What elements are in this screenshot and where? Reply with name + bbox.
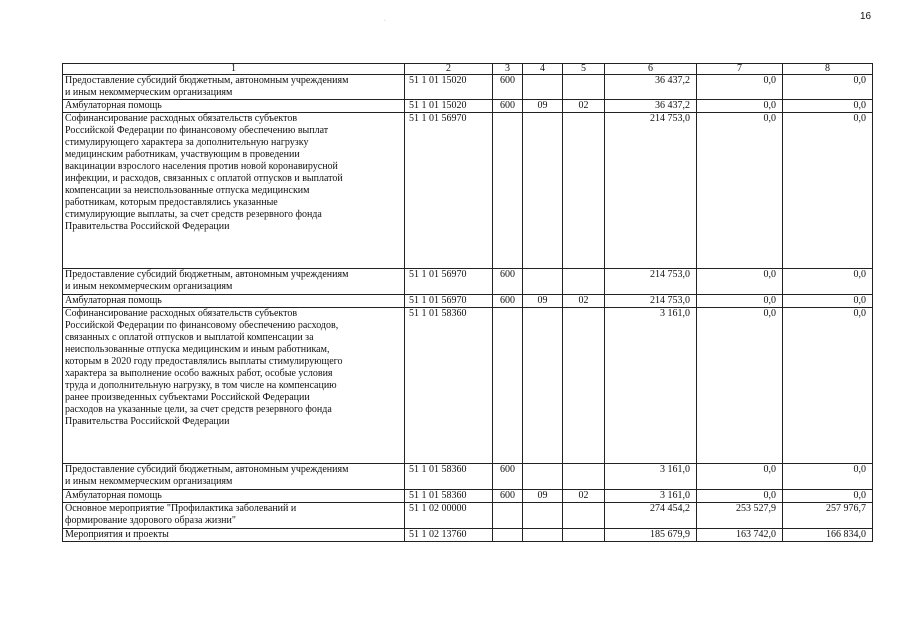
subsection-cell bbox=[563, 503, 605, 529]
amount-col7-cell: 0,0 bbox=[697, 464, 783, 490]
header-cell: 1 bbox=[63, 64, 405, 75]
row-name-cell: Амбулаторная помощь bbox=[63, 100, 405, 113]
table-row bbox=[63, 75, 873, 100]
amount-col6-cell: 3 161,0 bbox=[605, 308, 697, 464]
amount-col6-cell: 36 437,2 bbox=[605, 75, 697, 100]
amount-col6-cell: 3 161,0 bbox=[605, 464, 697, 490]
subsection-cell bbox=[563, 529, 605, 542]
subsection-cell: 02 bbox=[563, 295, 605, 308]
header-row bbox=[63, 64, 873, 75]
header-cell: 6 bbox=[605, 64, 697, 75]
amount-col7-cell: 0,0 bbox=[697, 308, 783, 464]
row-name-cell: Предоставление субсидий бюджетным, автономным учреждениям и иным некоммерческим организациям bbox=[63, 75, 405, 100]
header-cell: 3 bbox=[493, 64, 523, 75]
kbk-code-cell: 51 1 01 15020 bbox=[405, 75, 493, 100]
amount-col7-cell: 163 742,0 bbox=[697, 529, 783, 542]
amount-col7-cell: 0,0 bbox=[697, 269, 783, 295]
row-name-cell: Предоставление субсидий бюджетным, автономным учреждениям и иным некоммерческим организациям bbox=[63, 464, 405, 490]
section-cell bbox=[523, 269, 563, 295]
amount-col8-cell: 0,0 bbox=[783, 308, 873, 464]
vr-cell bbox=[493, 529, 523, 542]
subsection-cell bbox=[563, 269, 605, 295]
kbk-code-cell: 51 1 01 56970 bbox=[405, 113, 493, 269]
subsection-cell bbox=[563, 464, 605, 490]
kbk-code-cell: 51 1 01 58360 bbox=[405, 490, 493, 503]
kbk-code-cell: 51 1 01 56970 bbox=[405, 269, 493, 295]
section-cell: 09 bbox=[523, 100, 563, 113]
section-cell bbox=[523, 308, 563, 464]
subsection-cell: 02 bbox=[563, 490, 605, 503]
subsection-cell bbox=[563, 113, 605, 269]
amount-col8-cell: 0,0 bbox=[783, 100, 873, 113]
amount-col6-cell: 214 753,0 bbox=[605, 113, 697, 269]
amount-col7-cell: 253 527,9 bbox=[697, 503, 783, 529]
row-name-cell: Софинансирование расходных обязательств субъектов Российской Федерации по финансовому обеспечению расходов, связанных с оплатой отпусков и выплатой компенсации за неиспользованные отпуска медицинским и иным работникам, которым в 2020 году предоставлялись выплаты стимулирующего характера за выполнение особо важных работ, особые условия труда и дополнительную нагрузку, в том числе на компенсацию ранее произведенных субъектами Российской Федерации расходов на указанные цели, за счет средств резервного фонда Правительства Российской Федерации bbox=[63, 308, 405, 464]
row-name-cell: Мероприятия и проекты bbox=[63, 529, 405, 542]
amount-col7-cell: 0,0 bbox=[697, 100, 783, 113]
subsection-cell: 02 bbox=[563, 100, 605, 113]
table-row bbox=[63, 113, 873, 269]
row-name-cell: Основное мероприятие "Профилактика заболеваний и формирование здорового образа жизни" bbox=[63, 503, 405, 529]
row-name-cell: Амбулаторная помощь bbox=[63, 490, 405, 503]
vr-cell: 600 bbox=[493, 269, 523, 295]
kbk-code-cell: 51 1 02 13760 bbox=[405, 529, 493, 542]
header-cell: 7 bbox=[697, 64, 783, 75]
amount-col7-cell: 0,0 bbox=[697, 490, 783, 503]
vr-cell: 600 bbox=[493, 490, 523, 503]
table-row bbox=[63, 464, 873, 490]
table-row bbox=[63, 490, 873, 503]
section-cell bbox=[523, 113, 563, 269]
amount-col7-cell: 0,0 bbox=[697, 75, 783, 100]
amount-col8-cell: 0,0 bbox=[783, 295, 873, 308]
header-cell: 8 bbox=[783, 64, 873, 75]
subsection-cell bbox=[563, 308, 605, 464]
kbk-code-cell: 51 1 02 00000 bbox=[405, 503, 493, 529]
page-number: 16 bbox=[860, 11, 872, 22]
amount-col8-cell: 0,0 bbox=[783, 269, 873, 295]
kbk-code-cell: 51 1 01 56970 bbox=[405, 295, 493, 308]
vr-cell: 600 bbox=[493, 100, 523, 113]
header-cell: 2 bbox=[405, 64, 493, 75]
amount-col6-cell: 214 753,0 bbox=[605, 269, 697, 295]
table-row bbox=[63, 295, 873, 308]
amount-col8-cell: 0,0 bbox=[783, 464, 873, 490]
section-cell bbox=[523, 529, 563, 542]
section-cell: 09 bbox=[523, 490, 563, 503]
section-cell: 09 bbox=[523, 295, 563, 308]
section-cell bbox=[523, 75, 563, 100]
amount-col6-cell: 185 679,9 bbox=[605, 529, 697, 542]
vr-cell: 600 bbox=[493, 464, 523, 490]
amount-col8-cell: 0,0 bbox=[783, 113, 873, 269]
header-cell: 5 bbox=[563, 64, 605, 75]
vr-cell bbox=[493, 503, 523, 529]
amount-col6-cell: 214 753,0 bbox=[605, 295, 697, 308]
kbk-code-cell: 51 1 01 58360 bbox=[405, 464, 493, 490]
row-name-cell: Софинансирование расходных обязательств субъектов Российской Федерации по финансовому обеспечению выплат стимулирующего характера за дополнительную нагрузку медицинским работникам, участвующим в проведении вакцинации взрослого населения против новой коронавирусной инфекции, и расходов, связанных с оплатой отпусков и выплатой компенсации за неиспользованные отпуска медицинским работникам, которым предоставлялись указанные стимулирующие выплаты, за счет средств резервного фонда Правительства Российской Федерации bbox=[63, 113, 405, 269]
table-row bbox=[63, 100, 873, 113]
header-cell: 4 bbox=[523, 64, 563, 75]
amount-col8-cell: 0,0 bbox=[783, 490, 873, 503]
section-cell bbox=[523, 464, 563, 490]
amount-col8-cell: 0,0 bbox=[783, 75, 873, 100]
amount-col6-cell: 3 161,0 bbox=[605, 490, 697, 503]
vr-cell bbox=[493, 308, 523, 464]
vr-cell bbox=[493, 113, 523, 269]
scan-mark: · bbox=[384, 18, 386, 24]
table-row bbox=[63, 529, 873, 542]
amount-col6-cell: 274 454,2 bbox=[605, 503, 697, 529]
amount-col8-cell: 166 834,0 bbox=[783, 529, 873, 542]
table-row bbox=[63, 503, 873, 529]
vr-cell: 600 bbox=[493, 75, 523, 100]
amount-col7-cell: 0,0 bbox=[697, 113, 783, 269]
table-row bbox=[63, 269, 873, 295]
table-row bbox=[63, 308, 873, 464]
row-name-cell: Амбулаторная помощь bbox=[63, 295, 405, 308]
vr-cell: 600 bbox=[493, 295, 523, 308]
budget-table bbox=[62, 63, 873, 542]
amount-col8-cell: 257 976,7 bbox=[783, 503, 873, 529]
kbk-code-cell: 51 1 01 15020 bbox=[405, 100, 493, 113]
amount-col7-cell: 0,0 bbox=[697, 295, 783, 308]
section-cell bbox=[523, 503, 563, 529]
amount-col6-cell: 36 437,2 bbox=[605, 100, 697, 113]
kbk-code-cell: 51 1 01 58360 bbox=[405, 308, 493, 464]
row-name-cell: Предоставление субсидий бюджетным, автономным учреждениям и иным некоммерческим организациям bbox=[63, 269, 405, 295]
subsection-cell bbox=[563, 75, 605, 100]
